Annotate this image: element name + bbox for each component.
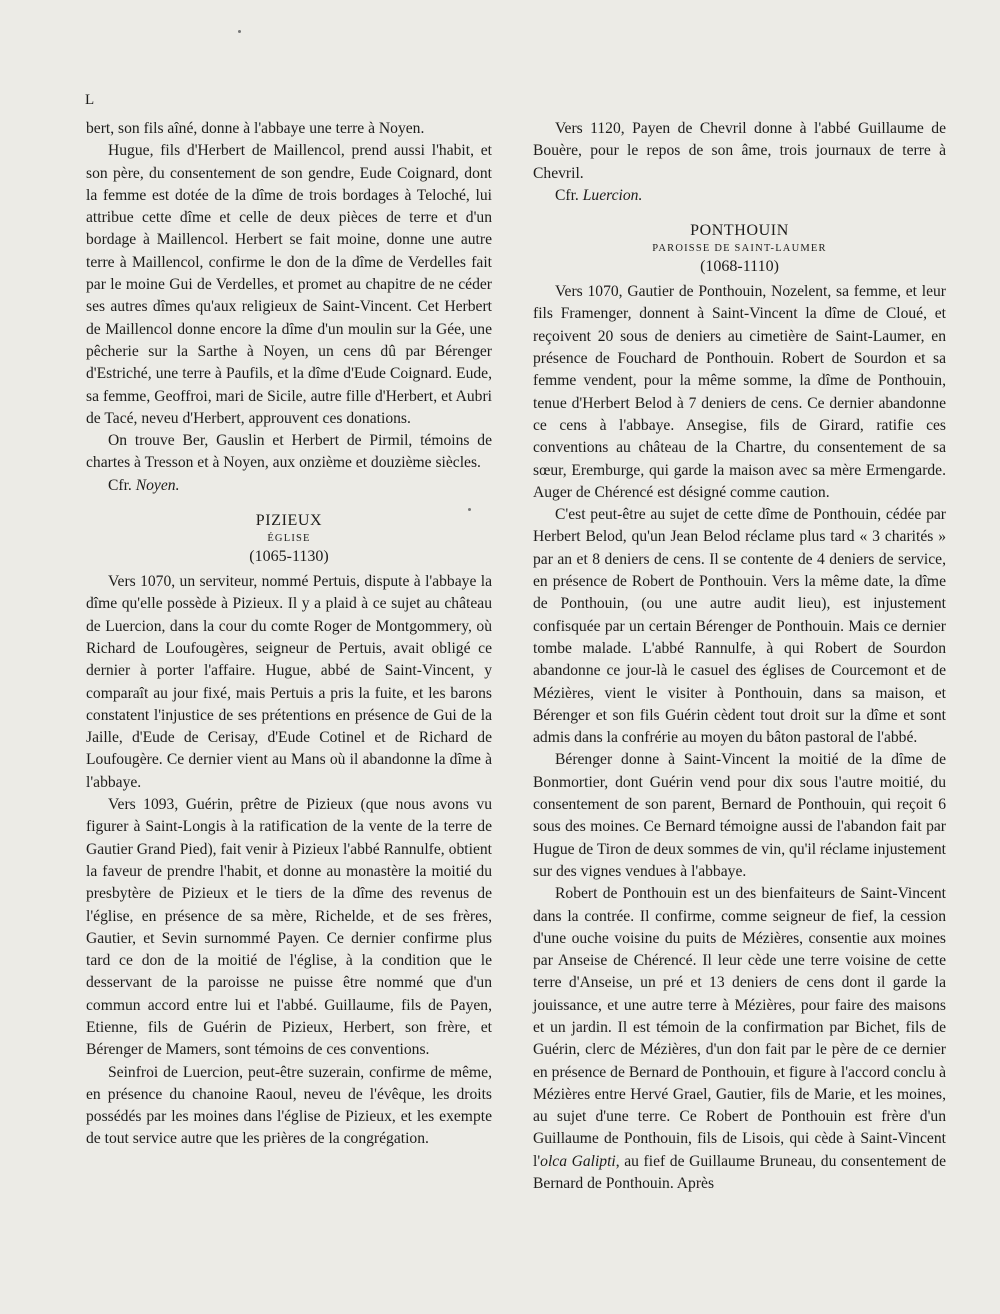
paragraph-ponthouin-3: Bérenger donne à Saint-Vincent la moitié de la dîme de Bonmortier, dont Guérin vend pour dix sous l'autre moitié, du consentement de son parent, Bernard de Ponthouin, qui reçoit 6 sous des moines. Ce Bernard témoigne aussi de l'abandon fait par Hugue de Tiron de deux sommes de vin, qu'il réclame injustement sur des vignes vendues à l'abbaye.: [533, 751, 946, 880]
cross-reference-noyen: [86, 475, 492, 497]
section-subtitle: PAROISSE DE SAINT-LAUMER: [652, 243, 827, 255]
left-column: [86, 118, 492, 1151]
paragraph-hugue: Hugue, fils d'Herbert de Maillencol, prend aussi l'habit, et son père, du consentement de son gendre, Eude Coignard, dont la femme est dotée de la dîme de trois bordages à Teloché, lui attribue cette dîme et celle de deux pièces de terre et d'un bordage à Maillencol. Herbert se fait moine, donne une autre terre à Maillencol, confirme le don de la dîme de Verdelles fait par le moine Gui de Verdelles, et promet au chapitre de ne céder ses autres dîmes qu'aux religieux de Saint-Vincent. Cet Herbert de Maillencol donne encore la dîme d'un moulin sur la Gée, une pêcherie sur la Sarthe à Noyen, un cens dû par Bérenger d'Estriché, une terre à Paufils, et la dîme d'Eude Coignard. Eude, sa femme, Geoffroi, mari de Sicile, autre fille d'Herbert, et Aubri de Tacé, neveu d'Herbert, approuvent ces donations.: [86, 142, 492, 427]
paragraph-chevril: Vers 1120, Payen de Chevril donne à l'abbé Guillaume de Bouère, pour le repos de son âme, trois journaux de terre à Chevril.: [533, 120, 946, 182]
paragraph-ponthouin-4: [533, 883, 946, 1195]
paragraph-ponthouin-1: Vers 1070, Gautier de Ponthouin, Nozelent, sa femme, et leur fils Framenger, donnent à Saint-Vincent la dîme de Cloué, et reçoivent 20 sous de deniers au cimetière de Saint-Laumer, en présence de Fouchard de Ponthouin. Robert de Sourdon et sa femme vendent, pour la même somme, la dîme de Ponthouin, tenue d'Herbert Belod à 7 deniers de cens. Ce dernier abandonne ce cens à l'abbaye. Ansegise, fils de Girard, ratifie ces conventions au château de la Chartre, du consentement de sa sœur, Eremburge, qui garde la maison avec sa mère Ermengarde. Auger de Chérencé est désigné comme caution.: [533, 283, 946, 501]
section-dates: (1068-1110): [700, 258, 779, 276]
cfr-luercion: Luercion.: [582, 186, 643, 204]
cfr-label: Cfr.: [108, 476, 132, 494]
section-title: PIZIEUX: [255, 512, 323, 530]
paragraph-ponthouin-2: C'est peut-être au sujet de cette dîme de Ponthouin, cédée par Herbert Belod, qu'un Jean Belod réclame plus tard « 3 charités » par an et 8 deniers de cens. Il se contente de 4 deniers de service, en présence de Robert de Ponthouin. Vers la même date, la dîme de Ponthouin, (ou une autre audit lieu), est injustement confisquée par un certain Bérenger de Ponthouin. Mais ce dernier tombe malade. L'abbé Rannulfe, à qui Robert de Sourdon abandonne ce jour-là le casuel des églises de Courcemont et de Mézières, vient le visiter à Ponthouin, dans sa maison, et Bérenger et son fils Guérin cèdent tout droit sur la dîme et sont admis dans la confrérie au moyen du bâton pastoral de l'abbé.: [533, 506, 946, 747]
section-subtitle: ÉGLISE: [267, 533, 311, 545]
section-heading-pizieux: [86, 511, 492, 567]
print-speck: [238, 30, 241, 33]
cfr-label: Cfr.: [555, 186, 579, 204]
paragraph-ber: On trouve Ber, Gauslin et Herbert de Pirmil, témoins de chartes à Tresson et à Noyen, aux onzième et douzième siècles.: [86, 432, 492, 472]
paragraph-ponthouin-4-end: , au fief de Guillaume Bruneau, du consentement de Bernard de Ponthouin. Après: [533, 1152, 946, 1193]
cfr-noyen: Noyen.: [135, 476, 180, 494]
right-column: [533, 118, 946, 1195]
print-speck: [468, 508, 471, 511]
section-dates: (1065-1130): [249, 548, 329, 566]
paragraph-pizieux-2: Vers 1093, Guérin, prêtre de Pizieux (que nous avons vu figurer à Saint-Longis à la ratification de la vente de la terre de Gautier Grand Pied), fait venir à Pizieux l'abbé Rannulfe, obtient la faveur de prendre l'habit, et donne au monastère la moitié du presbytère de Pizieux et le tiers de la dîme des revenus de l'église, en présence de sa mère, Richelde, et de ses frères, Gautier, et Sevin surnommé Payen. Ce dernier confirme plus tard ce don de la moitié de l'église, à la condition que le desservant de la paroisse ne puisse être nommé que d'un commun accord entre lui et l'abbé. Guillaume, fils de Payen, Etienne, fils de Guérin de Pizieux, Herbert, son frère, et Bérenger de Mamers, sont témoins de ces conventions.: [86, 796, 492, 1059]
section-heading-ponthouin: [533, 221, 946, 277]
folio-mark: L: [85, 92, 95, 108]
paragraph-continued: bert, son fils aîné, donne à l'abbaye une terre à Noyen.: [86, 120, 425, 137]
paragraph-pizieux-3: Seinfroi de Luercion, peut-être suzerain, confirme de même, en présence du chanoine Raoul, neveu de l'évêque, les droits possédés par les moines dans l'église de Pizieux, et les exempte de tout service autre que les prières de la congrégation.: [86, 1063, 492, 1148]
term-olca-galipti: olca Galipti: [540, 1152, 616, 1170]
paragraph-ponthouin-4-start: Robert de Ponthouin est un des bienfaiteurs de Saint-Vincent dans la contrée. Il confirme, comme seigneur de fief, la cession d'une ouche voisine du puits de Mézières, consentie aux moines par Anseise de Chérencé. Il leur cède une terre voisine de cette terre d'Anseise, un pré et 13 deniers de cens dont il garde la jouissance, et une autre terre à Mézières, pour faire des maisons et un jardin. Il est témoin de la confirmation par Bichet, fils de Guérin, clerc de Mézières, d'un don fait par le père de ce dernier en présence de Bernard de Ponthouin, et figure à l'accord conclu à Mézières entre Hervé Grael, Gautier, fils de Marie, et les moines, au sujet d'une terre. Ce Robert de Ponthouin est frère d'un Guillaume de Ponthouin, fils de Lisois, qui cède à Saint-Vincent l': [533, 885, 946, 1170]
section-title: PONTHOUIN: [690, 222, 789, 240]
cross-reference-luercion: [533, 185, 946, 207]
paragraph-pizieux-1: Vers 1070, un serviteur, nommé Pertuis, dispute à l'abbaye la dîme qu'elle possède à Pizieux. Il y a plaid à ce sujet au château de Luercion, dans la cour du comte Roger de Montgommery, où Richard de Loufougères, seigneur de Pertuis, avait obligé ce dernier à porter l'affaire. Hugue, abbé de Saint-Vincent, y comparaît au jour fixé, mais Pertuis a pris la fuite, et les barons constatent l'injustice de ses prétentions en présence de Gui de la Jaille, d'Eude de Cerisay, d'Eude Cotinel et de Richard de Loufougère. Ce dernier vient au Mans où il abandonne la dîme à l'abbaye.: [86, 573, 492, 791]
